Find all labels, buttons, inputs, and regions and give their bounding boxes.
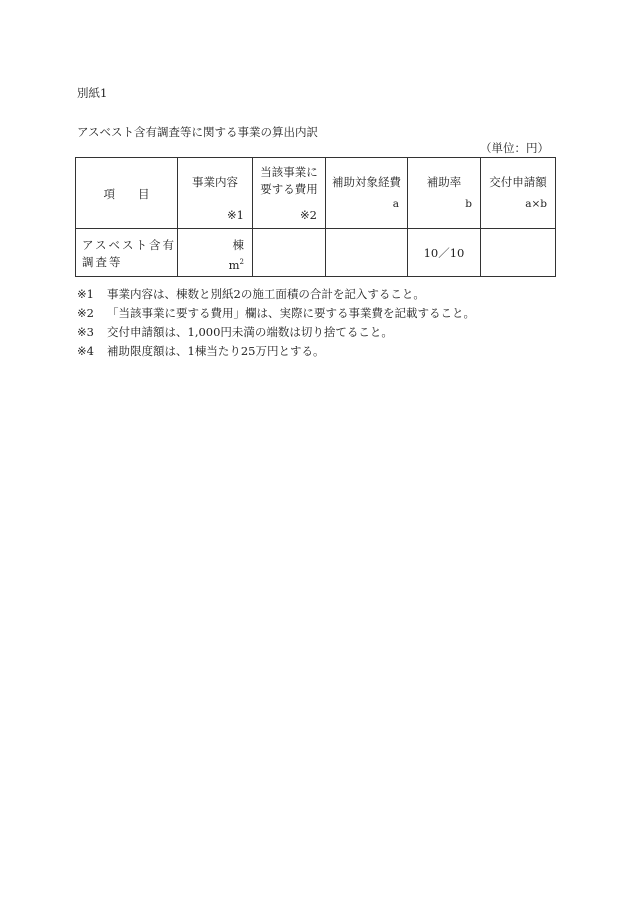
header-rate-letter: b bbox=[465, 198, 472, 210]
header-content: 事業内容 ※1 bbox=[178, 158, 253, 229]
header-eligible: 補助対象経費 a bbox=[326, 158, 408, 229]
unit-note: （単位：円） bbox=[480, 141, 549, 155]
row-cost bbox=[253, 229, 326, 277]
row-grant bbox=[481, 229, 556, 277]
table-header-row bbox=[76, 158, 556, 229]
header-grant: 交付申請額 a×b bbox=[481, 158, 556, 229]
header-cost-mark: ※2 bbox=[300, 208, 317, 222]
header-rate: 補助率 b bbox=[408, 158, 481, 229]
row-item-name: アスベスト含有 調査等 bbox=[76, 229, 178, 277]
table-row bbox=[76, 229, 556, 277]
header-content-mark: ※1 bbox=[227, 208, 244, 222]
note-item: ※4 補助限度額は、1棟当たり25万円とする。 bbox=[77, 344, 325, 358]
header-cost: 当該事業に 要する費用 ※2 bbox=[253, 158, 326, 229]
row-eligible bbox=[326, 229, 408, 277]
cost-breakdown-table bbox=[75, 157, 556, 277]
document-label: 別紙1 bbox=[77, 86, 108, 100]
row-rate: 10／10 bbox=[408, 229, 481, 277]
header-eligible-letter: a bbox=[392, 198, 399, 210]
unit-square-meters: $m^2$ bbox=[228, 257, 244, 272]
header-grant-letter: a×b bbox=[525, 198, 547, 210]
header-item: 項 目 bbox=[76, 158, 178, 229]
note-item: ※2 「当該事業に要する費用」欄は、実際に要する事業費を記載すること。 bbox=[77, 306, 475, 320]
note-item: ※3 交付申請額は、1,000円未満の端数は切り捨てること。 bbox=[77, 325, 393, 339]
document-title: アスベスト含有調査等に関する事業の算出内訳 bbox=[77, 125, 319, 139]
note-item: ※1 事業内容は、棟数と別紙2の施工面積の合計を記入すること。 bbox=[77, 287, 425, 301]
row-content bbox=[178, 229, 253, 277]
notes-list bbox=[77, 285, 475, 361]
unit-buildings: 棟 bbox=[232, 238, 244, 252]
